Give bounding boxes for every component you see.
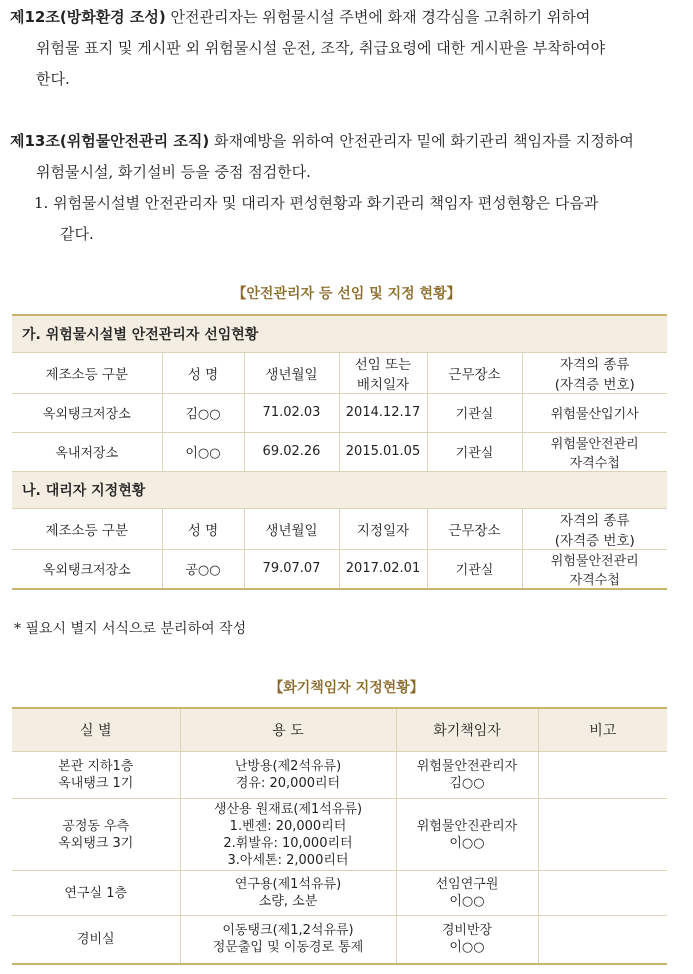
column-header: 선임 또는 배치일자 — [339, 352, 427, 393]
column-header: 비고 — [538, 708, 667, 752]
table-cell — [538, 799, 667, 871]
table-cell: 2014.12.17 — [339, 393, 427, 432]
section-deputy-designation-title: 나. 대리자 지정현황 — [12, 471, 667, 508]
column-header: 근무장소 — [427, 352, 522, 393]
column-header: 화기책임자 — [396, 708, 538, 752]
column-header: 생년월일 — [244, 508, 339, 549]
table-cell: 이동탱크(제1,2석유류) 정문출입 및 이동경로 통제 — [180, 916, 396, 964]
table-row — [12, 549, 667, 589]
table-cell: 71.02.03 — [244, 393, 339, 432]
article-13-text-2: 위험물시설, 화기설비 등을 중점 점검한다. — [36, 163, 311, 181]
column-header: 지정일자 — [339, 508, 427, 549]
header-row-b — [12, 508, 667, 549]
table-cell: 공○○ — [162, 549, 244, 589]
table-row — [12, 752, 667, 799]
table-cell: 위험물안전관리 자격수첩 — [522, 549, 667, 589]
table-cell: 2017.02.01 — [339, 549, 427, 589]
column-header: 근무장소 — [427, 508, 522, 549]
table-cell — [538, 871, 667, 916]
table-cell: 이○○ — [162, 432, 244, 471]
table-cell — [538, 752, 667, 799]
table-cell: 기관실 — [427, 549, 522, 589]
article-12 — [10, 2, 679, 95]
column-header: 제조소등 구분 — [12, 508, 162, 549]
table-cell: 기관실 — [427, 432, 522, 471]
column-header: 자격의 종류 (자격증 번호) — [522, 352, 667, 393]
table-cell: 옥외탱크저장소 — [12, 549, 162, 589]
article-13 — [10, 126, 679, 250]
header-row — [12, 708, 667, 752]
table-row — [12, 871, 667, 916]
article-12-text-3: 한다. — [36, 70, 70, 88]
article-13-item-1: 1. 위험물시설별 안전관리자 및 대리자 편성현황과 화기관리 책임자 편성현황은 다음과 — [34, 194, 599, 212]
column-header: 자격의 종류 (자격증 번호) — [522, 508, 667, 549]
column-header: 용 도 — [180, 708, 396, 752]
section-deputy-designation — [12, 471, 667, 508]
table-cell: 연구용(제1석유류) 소량, 소분 — [180, 871, 396, 916]
table-cell: 옥내저장소 — [12, 432, 162, 471]
table-cell: 김○○ — [162, 393, 244, 432]
table-row — [12, 799, 667, 871]
article-12-text-1: 안전관리자는 위험물시설 주변에 화재 경각심을 고취하기 위하여 — [165, 8, 591, 26]
article-13-item-1-cont: 같다. — [60, 225, 94, 243]
safety-manager-table — [12, 314, 667, 590]
table-cell: 생산용 원재료(제1석유류) 1.벤젠: 20,000리터 2.휘발유: 10,000리터 3.아세톤: 2,000리터 — [180, 799, 396, 871]
table-row — [12, 393, 667, 432]
table-cell: 79.07.07 — [244, 549, 339, 589]
table-row — [12, 432, 667, 471]
column-header: 생년월일 — [244, 352, 339, 393]
header-row-a — [12, 352, 667, 393]
table-cell: 기관실 — [427, 393, 522, 432]
column-header: 제조소등 구분 — [12, 352, 162, 393]
table-cell: 난방용(제2석유류) 경유: 20,000리터 — [180, 752, 396, 799]
table-cell: 위험물안전관리 자격수첩 — [522, 432, 667, 471]
table-cell — [538, 916, 667, 964]
table-cell: 위험물안전관리자 김○○ — [396, 752, 538, 799]
caption-safety-managers: 【안전관리자 등 선임 및 지정 현황】 — [232, 286, 461, 302]
table-cell: 선임연구원 이○○ — [396, 871, 538, 916]
column-header: 실 별 — [12, 708, 180, 752]
fire-manager-table — [12, 707, 667, 965]
table-row — [12, 916, 667, 964]
table-cell: 경비반장 이○○ — [396, 916, 538, 964]
table-cell: 2015.01.05 — [339, 432, 427, 471]
article-12-heading: 제12조(방화환경 조성) — [10, 8, 166, 26]
table-cell: 69.02.26 — [244, 432, 339, 471]
section-manager-selection — [12, 315, 667, 352]
table-cell: 본관 지하1층 옥내탱크 1기 — [12, 752, 180, 799]
table-cell: 위험물산입기사 — [522, 393, 667, 432]
table-cell: 경비실 — [12, 916, 180, 964]
column-header: 성 명 — [162, 508, 244, 549]
table-cell: 위험물안진관리자 이○○ — [396, 799, 538, 871]
table-cell: 옥외탱크저장소 — [12, 393, 162, 432]
article-13-heading: 제13조(위험물안전관리 조직) — [10, 132, 210, 150]
article-13-text-1: 화재예방을 위하여 안전관리자 밑에 화기관리 책임자를 지정하여 — [209, 132, 634, 150]
table-cell: 연구실 1층 — [12, 871, 180, 916]
column-header: 성 명 — [162, 352, 244, 393]
footnote: * 필요시 별지 서식으로 분리하여 작성 — [14, 621, 247, 637]
section-manager-selection-title: 가. 위험물시설별 안전관리자 선임현황 — [12, 315, 667, 352]
article-12-text-2: 위험물 표지 및 게시판 외 위험물시설 운전, 조작, 취급요령에 대한 게시판을 부착하여야 — [36, 39, 606, 57]
caption-fire-managers: 【화기책임자 지정현황】 — [269, 680, 424, 696]
table-cell: 공정동 우측 옥외탱크 3기 — [12, 799, 180, 871]
